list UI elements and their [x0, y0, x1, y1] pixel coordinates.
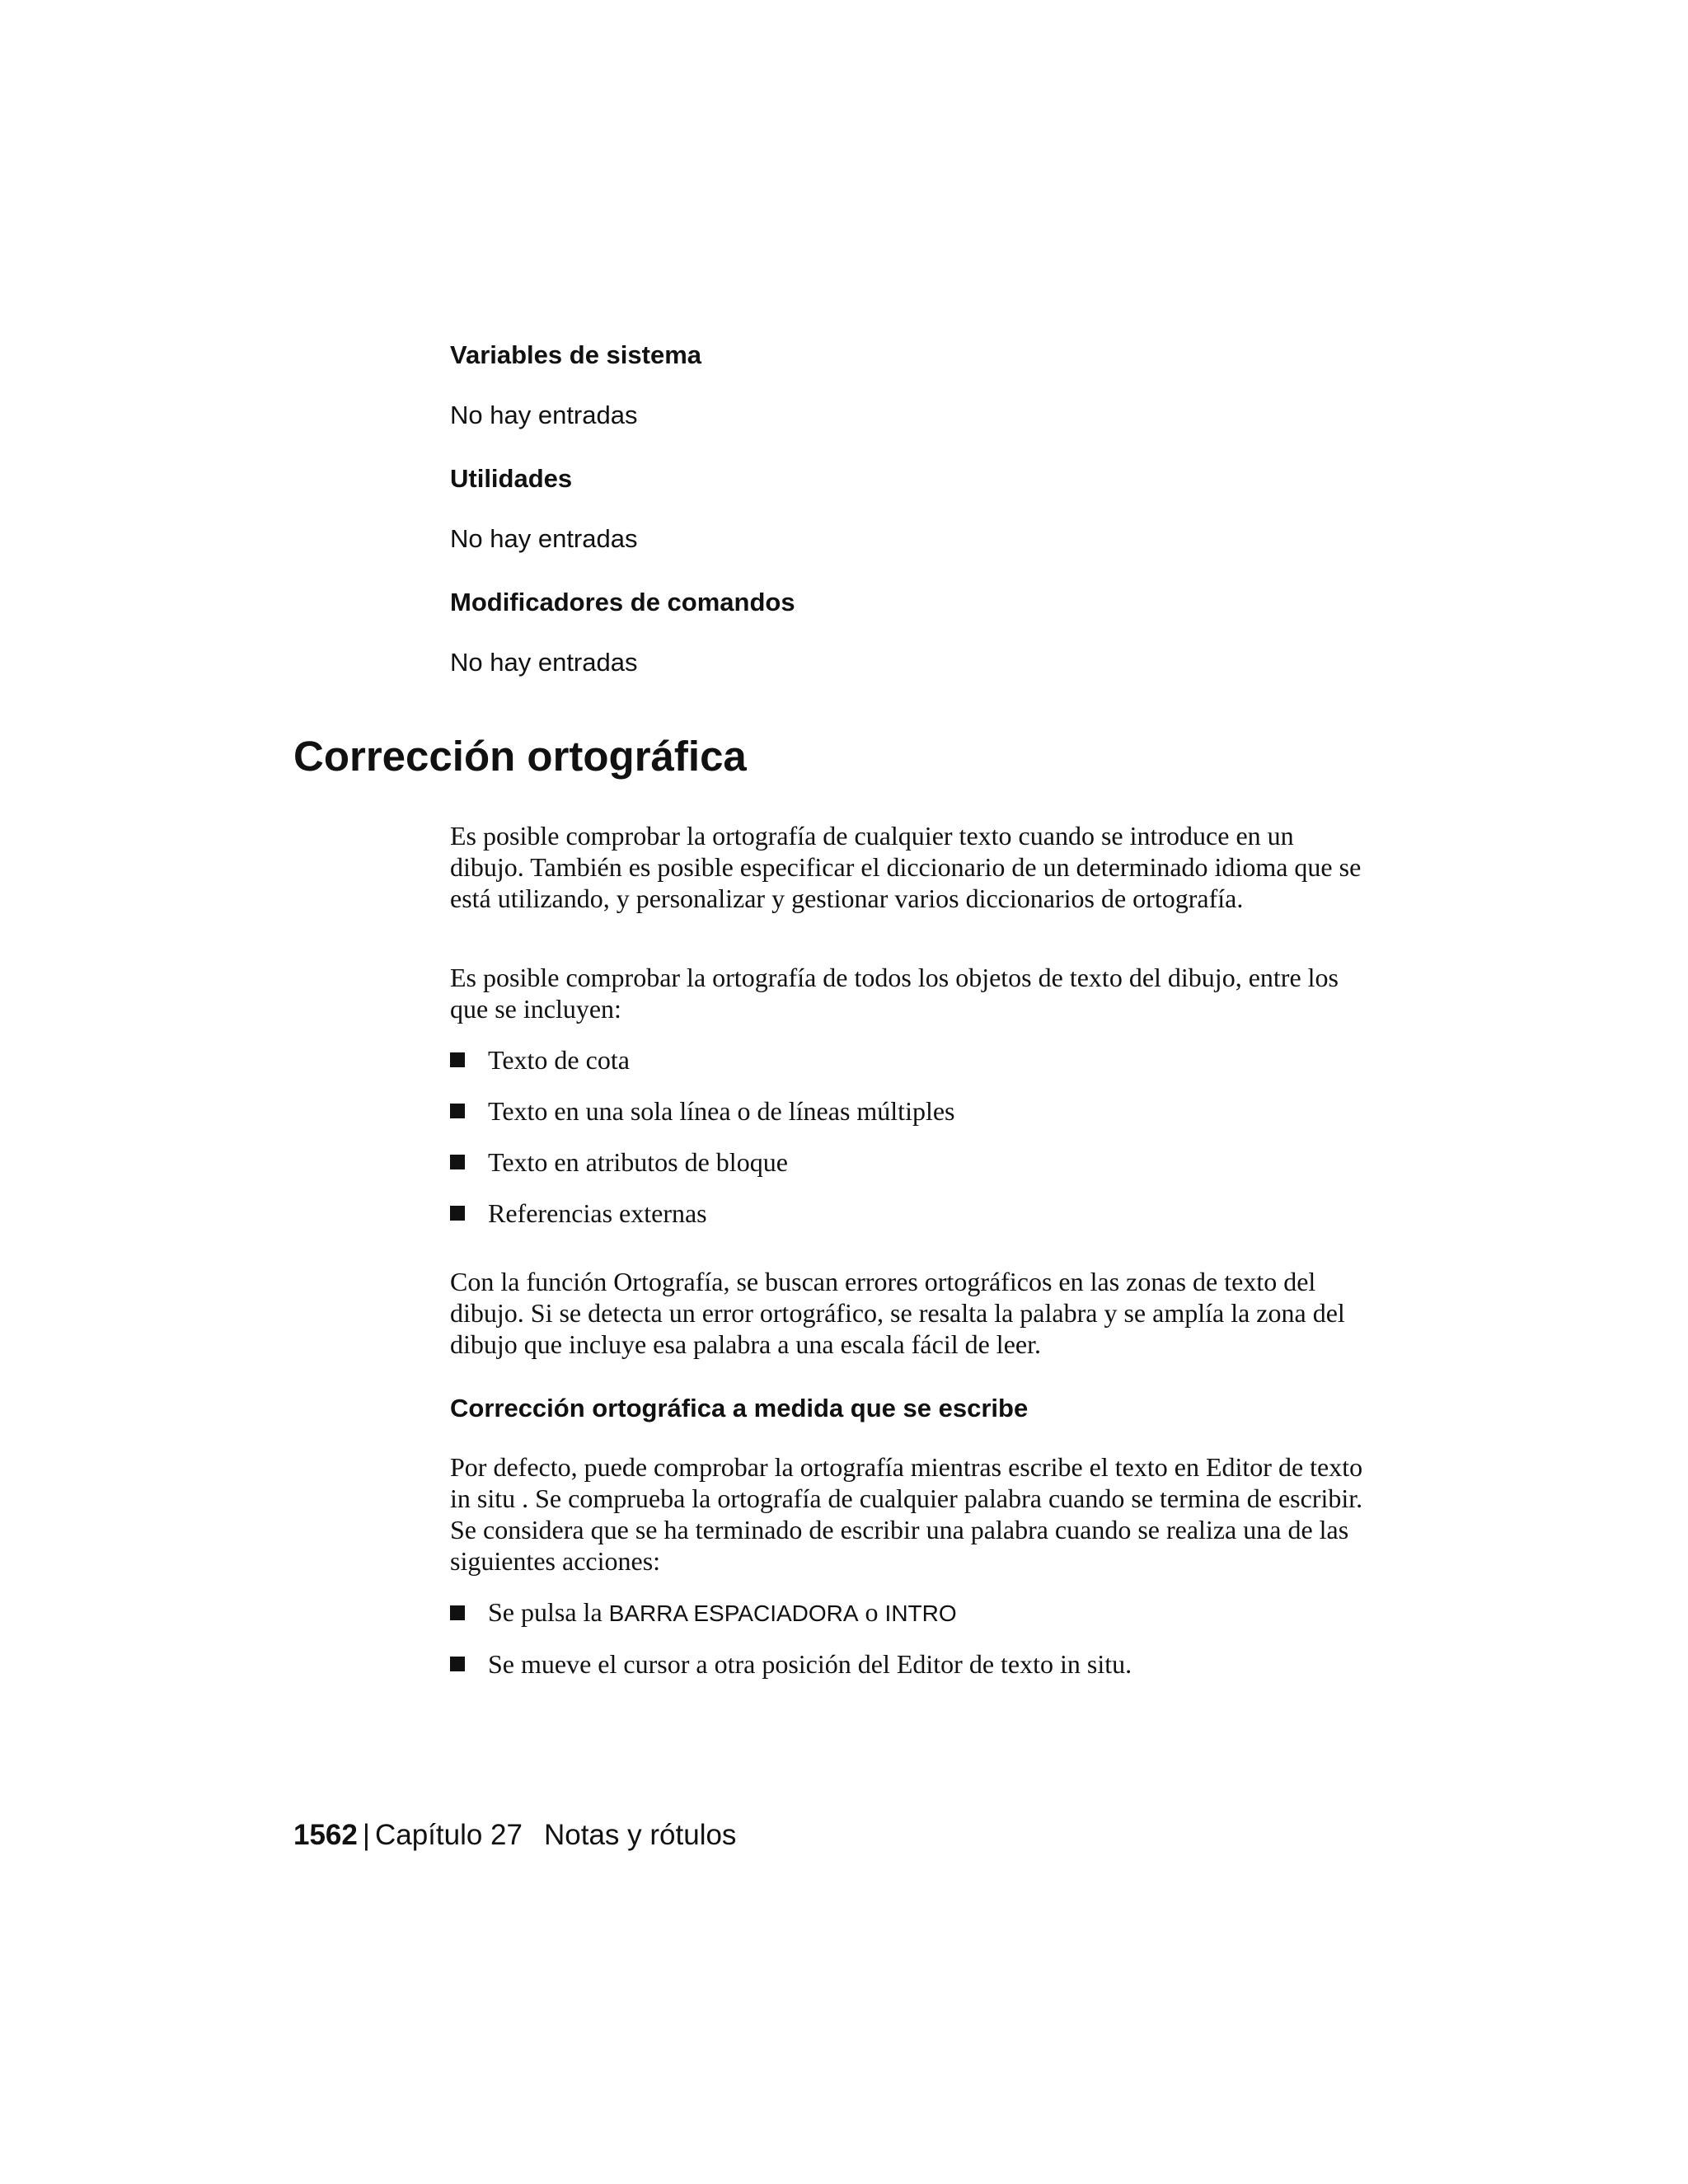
page-number: 1562: [293, 1819, 358, 1851]
subsection-heading: Corrección ortográfica a medida que se escribe: [450, 1394, 1029, 1422]
command-modifiers-heading: Modificadores de comandos: [450, 588, 795, 616]
command-modifiers-text: No hay entradas: [450, 648, 638, 677]
objects-paragraph: Es posible comprobar la ortografía de todos los objetos de texto del dibujo, entre los que se incluyen:: [450, 963, 1339, 1024]
list-item-text: Texto de cota: [488, 1045, 630, 1075]
list-item-text: Referencias externas: [488, 1198, 707, 1228]
spelling-function-paragraph: Con la función Ortografía, se buscan errores ortográficos en las zonas de texto del dibujo. Si se detecta un error ortográfico, se resalta la palabra y se amplía la zona del dibujo que incluye esa palabra a una escala fácil de leer.: [450, 1267, 1345, 1359]
list-item: [450, 1043, 630, 1076]
key-name: INTRO: [884, 1601, 957, 1626]
list-item: [450, 1596, 957, 1629]
intro-paragraph: Es posible comprobar la ortografía de cualquier texto cuando se introduce en un dibujo. También es posible especificar el diccionario de un determinado idioma que se está utilizando, y personalizar y gestionar varios diccionarios de ortografía.: [450, 821, 1362, 913]
bullet-square-icon: [450, 1104, 465, 1118]
section-title: Corrección ortográfica: [293, 733, 747, 780]
bullet-square-icon: [450, 1052, 465, 1067]
utilities-text: No hay entradas: [450, 524, 638, 553]
chapter-label: Capítulo 27: [374, 1819, 523, 1851]
list-item-text: Texto en atributos de bloque: [488, 1147, 788, 1177]
bullet-square-icon: [450, 1605, 465, 1620]
bullet-square-icon: [450, 1657, 465, 1671]
list-item-text: Se mueve el cursor a otra posición del Editor de texto in situ.: [488, 1649, 1132, 1679]
list-item-text: Texto en una sola línea o de líneas múltiples: [488, 1096, 955, 1126]
list-item-text: Se pulsa la BARRA ESPACIADORA o INTRO: [488, 1597, 957, 1627]
key-name: BARRA ESPACIADORA: [608, 1601, 859, 1626]
list-item: [450, 1146, 788, 1179]
default-behavior-paragraph: Por defecto, puede comprobar la ortografía mientras escribe el texto en Editor de texto in situ . Se comprueba la ortografía de cualquier palabra cuando se termina de escribir. Se considera que se ha terminado de escribir una palabra cuando se realiza una de las siguientes acciones:: [450, 1452, 1363, 1576]
list-item: [450, 1094, 955, 1127]
chapter-title: Notas y rótulos: [544, 1819, 737, 1851]
bullet-square-icon: [450, 1155, 465, 1169]
utilities-heading: Utilidades: [450, 464, 573, 493]
bullet-square-icon: [450, 1206, 465, 1221]
list-item: [450, 1647, 1132, 1680]
page-footer: [293, 1817, 736, 1854]
footer-separator: |: [362, 1819, 370, 1851]
system-variables-heading: Variables de sistema: [450, 340, 702, 369]
list-item: [450, 1197, 707, 1230]
system-variables-text: No hay entradas: [450, 401, 638, 429]
